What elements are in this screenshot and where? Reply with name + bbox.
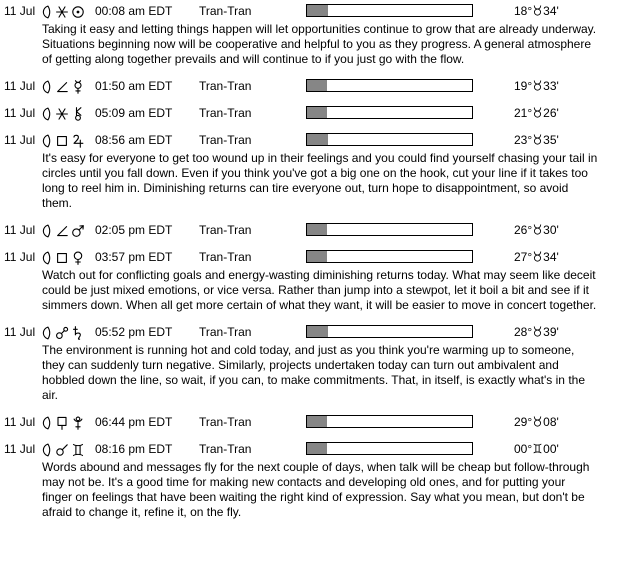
jupiter-icon (71, 134, 85, 148)
date-label: 11 Jul (4, 442, 36, 456)
orb-progress-fill (307, 443, 327, 454)
orb-progress-bar (306, 442, 473, 455)
transit-row-header (0, 133, 643, 148)
timezone-label: EDT (148, 133, 173, 147)
timezone-label: EDT (148, 250, 173, 264)
timezone-label: EDT (148, 442, 173, 456)
timezone-label: EDT (148, 325, 173, 339)
position-label: 29° 08' (514, 415, 559, 429)
taurus-icon (532, 326, 543, 337)
time-label (95, 106, 172, 121)
chart-type-label: Tran-Tran (199, 223, 252, 237)
moon-icon (39, 416, 53, 430)
position-label: 21° 26' (514, 106, 559, 120)
moon-icon (39, 326, 53, 340)
aspect-glyphs (39, 250, 85, 265)
orb-progress-bar (306, 133, 473, 146)
orb-progress-bar (306, 4, 473, 17)
position-label: 23° 35' (514, 133, 559, 147)
transit-row-header (0, 223, 643, 238)
aspect-glyphs (39, 133, 85, 148)
time-label (95, 133, 172, 148)
moon-icon (39, 134, 53, 148)
orb-progress-bar (306, 79, 473, 92)
semisquare-icon (55, 224, 69, 238)
time-value: 08:56 am (95, 133, 146, 147)
time-label (95, 415, 172, 430)
date-label: 11 Jul (4, 325, 36, 339)
time-value: 05:09 am (95, 106, 146, 120)
time-value: 03:57 pm (95, 250, 146, 264)
date-label: 11 Jul (4, 223, 36, 237)
taurus-icon (532, 251, 543, 262)
transit-row-header (0, 325, 643, 340)
saturn-icon (71, 326, 85, 340)
interpretation-text: Taking it easy and letting things happen will let opportunities continue to grow that are already underway. Situations beginning now will be cooperative and helpful to you as they progress. A general atmosphere of getting along together prevails and will continue to if you just go with the flow. (42, 22, 597, 66)
moon-icon (39, 251, 53, 265)
chiron-icon (71, 107, 85, 121)
time-label (95, 4, 172, 19)
orb-progress-fill (307, 107, 327, 118)
chart-type-label: Tran-Tran (199, 415, 252, 429)
chart-type-label: Tran-Tran (199, 250, 252, 264)
time-label (95, 325, 172, 340)
aspect-glyphs (39, 223, 85, 238)
chart-type-label: Tran-Tran (199, 106, 252, 120)
sextile-icon (55, 107, 69, 121)
mars-icon (71, 224, 85, 238)
transit-entry (0, 106, 643, 121)
orb-progress-bar (306, 415, 473, 428)
transit-entry (0, 325, 643, 403)
time-label (95, 223, 172, 238)
chart-type-label: Tran-Tran (199, 79, 252, 93)
moon-icon (39, 443, 53, 457)
moon-icon (39, 224, 53, 238)
transit-entry (0, 442, 643, 520)
position-label: 00° 00' (514, 442, 559, 456)
orb-progress-fill (307, 251, 327, 262)
interpretation-text: Watch out for conflicting goals and energy-wasting diminishing returns today. What may seem like deceit could be just mixed emotions, or vice versa. Rather than jump into a stewpot, let it boil a bit and see if it simmers down. When all get more certain of what they want, it will be easier to move in concert together. (42, 268, 597, 312)
aspect-glyphs (39, 4, 85, 19)
square-icon (55, 134, 69, 148)
sesquiquadrate-icon (55, 416, 69, 430)
position-label: 28° 39' (514, 325, 559, 339)
transit-row-header (0, 442, 643, 457)
orb-progress-fill (307, 224, 327, 235)
timezone-label: EDT (148, 223, 173, 237)
aspect-glyphs (39, 79, 85, 94)
orb-progress-bar (306, 106, 473, 119)
orb-progress-fill (307, 5, 328, 16)
pluto-icon (71, 416, 85, 430)
time-value: 00:08 am (95, 4, 146, 18)
transit-row-header (0, 4, 643, 19)
gemini-icon (71, 443, 85, 457)
date-label: 11 Jul (4, 250, 36, 264)
conjunction-icon (55, 443, 69, 457)
chart-type-label: Tran-Tran (199, 133, 252, 147)
transit-row-header (0, 79, 643, 94)
transit-row-header (0, 106, 643, 121)
moon-icon (39, 5, 53, 19)
taurus-icon (532, 107, 543, 118)
chart-type-label: Tran-Tran (199, 442, 252, 456)
orb-progress-fill (307, 416, 327, 427)
mercury-icon (71, 80, 85, 94)
transit-entry (0, 223, 643, 238)
date-label: 11 Jul (4, 106, 36, 120)
date-label: 11 Jul (4, 4, 36, 18)
transit-row-header (0, 250, 643, 265)
time-label (95, 79, 172, 94)
timezone-label: EDT (148, 79, 173, 93)
orb-progress-fill (307, 80, 327, 91)
time-value: 08:16 pm (95, 442, 146, 456)
orb-progress-bar (306, 223, 473, 236)
transit-entry (0, 79, 643, 94)
moon-icon (39, 107, 53, 121)
venus-icon (71, 251, 85, 265)
taurus-icon (532, 80, 543, 91)
sextile-icon (55, 5, 69, 19)
aspect-glyphs (39, 325, 85, 340)
position-label: 27° 34' (514, 250, 559, 264)
date-label: 11 Jul (4, 415, 36, 429)
date-label: 11 Jul (4, 79, 36, 93)
timezone-label: EDT (148, 4, 173, 18)
time-value: 05:52 pm (95, 325, 146, 339)
taurus-icon (532, 224, 543, 235)
time-value: 06:44 pm (95, 415, 146, 429)
timezone-label: EDT (148, 106, 173, 120)
transit-entry (0, 250, 643, 313)
interpretation-text: The environment is running hot and cold today, and just as you think you're warming up to someone, they can suddenly turn negative. Similarly, projects undertaken today can turn out ambivalent and hobbled down the line, so wait, if you can, to make commitments. That, in itself, is exactly what's in the air. (42, 343, 585, 402)
timezone-label: EDT (148, 415, 173, 429)
gemini-icon (532, 443, 543, 454)
opposition-icon (55, 326, 69, 340)
time-value: 02:05 pm (95, 223, 146, 237)
chart-type-label: Tran-Tran (199, 4, 252, 18)
position-label: 19° 33' (514, 79, 559, 93)
orb-progress-fill (307, 134, 328, 145)
transit-entry (0, 133, 643, 211)
taurus-icon (532, 416, 543, 427)
aspect-glyphs (39, 442, 85, 457)
time-label (95, 442, 172, 457)
aspect-glyphs (39, 415, 85, 430)
sun-icon (71, 5, 85, 19)
chart-type-label: Tran-Tran (199, 325, 252, 339)
square-icon (55, 251, 69, 265)
taurus-icon (532, 5, 543, 16)
aspect-glyphs (39, 106, 85, 121)
position-label: 26° 30' (514, 223, 559, 237)
position-label: 18° 34' (514, 4, 559, 18)
interpretation-text: It's easy for everyone to get too wound up in their feelings and you could find yourself chasing your tail in circles until you fall down. Even if you think you've got a big one on the hook, cut your line if it takes too long to reel him in. Diminishing returns can tire everyone out, turn hope to disappointment, so avoid them. (42, 151, 598, 210)
orb-progress-fill (307, 326, 328, 337)
transit-entry (0, 415, 643, 430)
taurus-icon (532, 134, 543, 145)
semisquare-icon (55, 80, 69, 94)
time-label (95, 250, 172, 265)
time-value: 01:50 am (95, 79, 146, 93)
transit-entry (0, 4, 643, 67)
date-label: 11 Jul (4, 133, 36, 147)
transit-row-header (0, 415, 643, 430)
interpretation-text: Words abound and messages fly for the next couple of days, when talk will be cheap but follow-through may not be. It's a good time for making new contacts and developing old ones, and for putting your finger on feelings that have been waiting the right kind of expression. Say what you mean, but don't be afraid to change it, refine it, on the fly. (42, 460, 590, 519)
moon-icon (39, 80, 53, 94)
orb-progress-bar (306, 250, 473, 263)
orb-progress-bar (306, 325, 473, 338)
